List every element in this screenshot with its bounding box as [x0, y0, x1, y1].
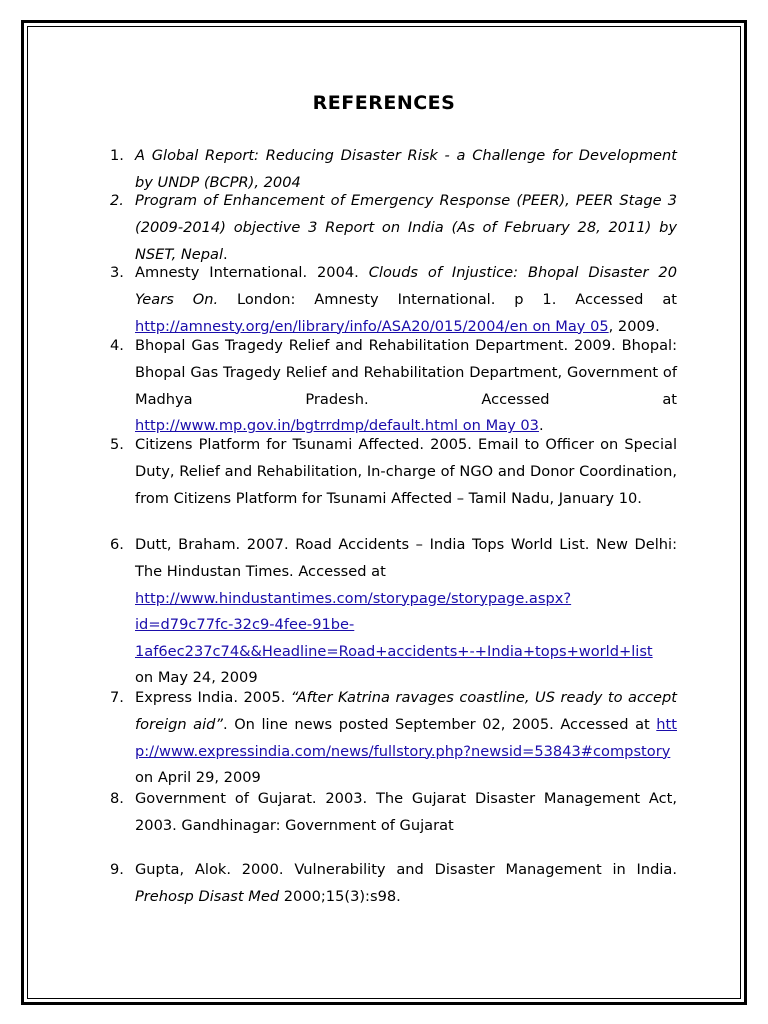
reference-item [110, 432, 677, 512]
reference-text: Government of Gujarat. 2003. The Gujarat Disaster Management Act, 2003. Gandhinagar: Government of Gujarat [135, 790, 677, 834]
reference-number: 2. [110, 192, 124, 209]
reference-number: 9. [110, 861, 124, 878]
reference-number: 1. [110, 147, 124, 164]
reference-link[interactable]: http://www.expressindia.com/news/fullstory.php?newsid=53843#compstory [135, 715, 677, 760]
reference-date: on April 29, 2009 [135, 769, 261, 787]
page-title: REFERENCES [312, 92, 456, 114]
reference-date: on May 24, 2009 [135, 669, 258, 686]
reference-text: Program of Enhancement of Emergency Response (PEER), PEER Stage 3 (2009-2014) objective 3 Report on India (As of February 28, 2011) by NSET, Nepal [135, 192, 677, 263]
reference-text: A Global Report: Reducing Disaster Risk - a Challenge for Development by UNDP (BCPR), 2004 [135, 147, 677, 191]
reference-date: , 2009. [608, 317, 660, 335]
reference-number: 7. [110, 689, 124, 706]
reference-item [110, 857, 677, 911]
reference-journal: Prehosp Disast Med [135, 887, 280, 905]
reference-link[interactable]: http://www.mp.gov.in/bgtrrdmp/default.html on May 03 [135, 417, 539, 435]
reference-number: 8. [110, 790, 124, 807]
reference-title: “After Katrina ravages coastline, US ready to accept foreign aid” [135, 689, 677, 733]
reference-title: Clouds of Injustice: Bhopal Disaster 20 Years On. [135, 264, 677, 308]
reference-item [110, 786, 677, 840]
reference-text: Gupta, Alok. 2000. Vulnerability and Disaster Management in India. [135, 861, 677, 878]
reference-number: 5. [110, 436, 124, 453]
reference-text: Dutt, Braham. 2007. Road Accidents – India Tops World List. New Delhi: The Hindustan Times. Accessed at [135, 536, 677, 580]
reference-author: Express India. 2005. [135, 689, 291, 706]
reference-author: Amnesty International. 2004. [135, 264, 369, 281]
reference-link-part[interactable]: id=d79c77fc-32c9-4fee-91be- [135, 616, 355, 634]
reference-item [110, 188, 677, 268]
reference-item [110, 532, 677, 666]
reference-item [110, 685, 677, 792]
reference-number: 6. [110, 536, 124, 553]
reference-tail: 2000;15(3):s98. [279, 887, 401, 905]
reference-tail: . [538, 417, 544, 435]
reference-link-part[interactable]: 1af6ec237c74&&Headline=Road+accidents+-+India+tops+world+list [135, 643, 653, 661]
reference-item [110, 333, 677, 440]
reference-tail: . [223, 245, 228, 263]
reference-number: 3. [110, 264, 124, 281]
reference-text: Citizens Platform for Tsunami Affected. 2005. Email to Officer on Special Duty, Relief and Rehabilitation, In-charge of NGO and Donor Coordination, from Citizens Platform for Tsunami Affected – Tamil Nadu, January 10. [135, 436, 677, 507]
reference-text: . On line news posted September 02, 2005. Accessed at [223, 715, 657, 733]
reference-publisher: London: Amnesty International. p 1. Accessed at [218, 290, 677, 308]
reference-link[interactable]: http://amnesty.org/en/library/info/ASA20/015/2004/en on May 05 [135, 317, 609, 335]
reference-text: Bhopal Gas Tragedy Relief and Rehabilitation Department. 2009. Bhopal: Bhopal Gas Tragedy Relief and Rehabilitation Department, Government of Madhya Pradesh. Accessed at [135, 337, 677, 408]
reference-item [110, 260, 677, 340]
reference-link-part[interactable]: http://www.hindustantimes.com/storypage/storypage.aspx? [135, 589, 572, 607]
reference-number: 4. [110, 337, 124, 354]
